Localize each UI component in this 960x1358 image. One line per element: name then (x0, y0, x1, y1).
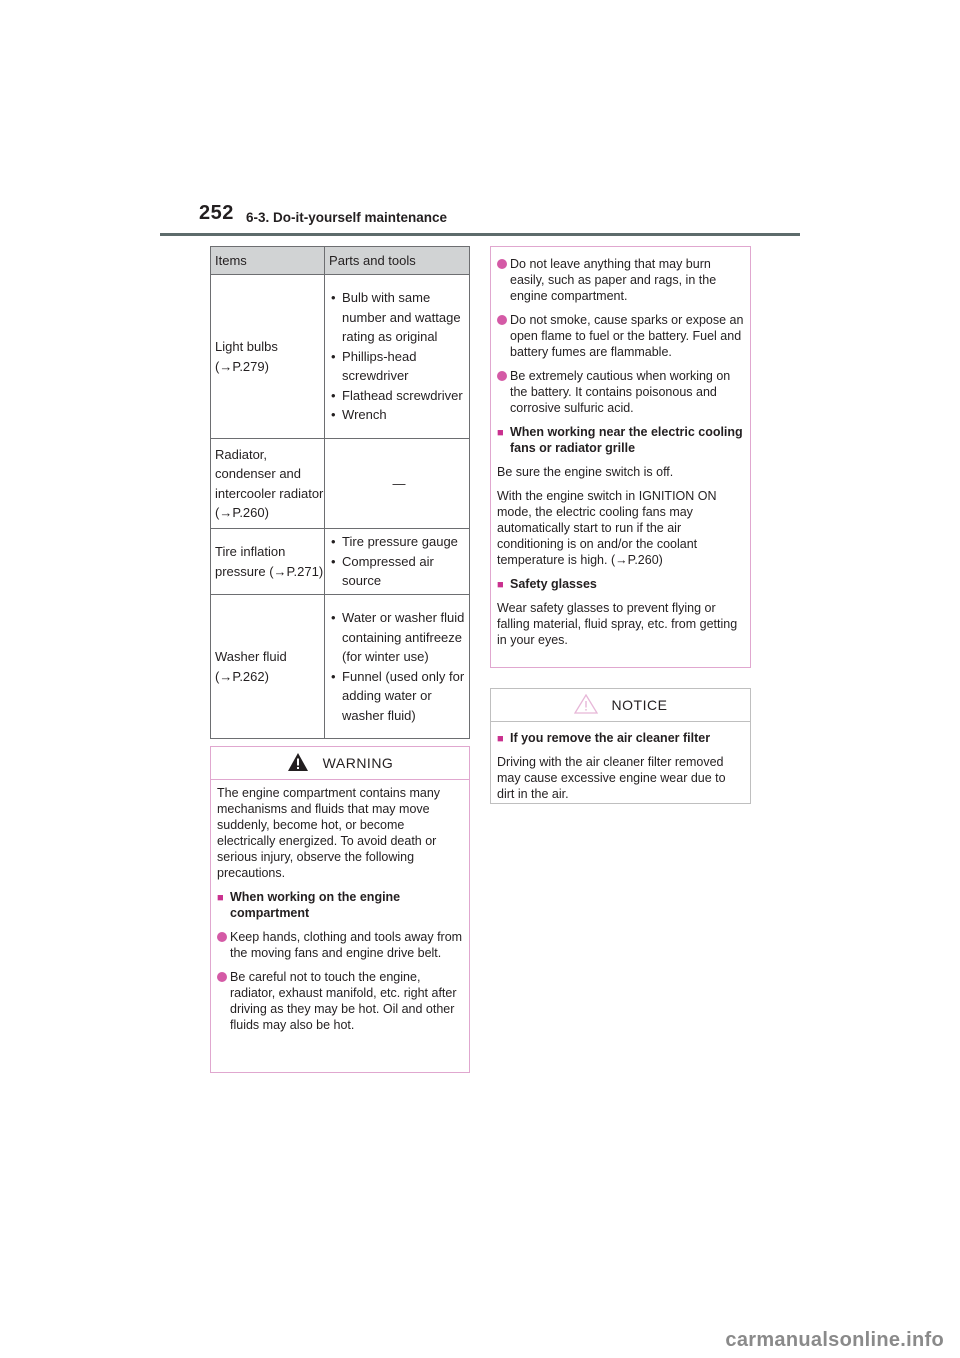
bullet-text: Be extremely cautious when working on the battery. It contains poisonous and corrosive sulfuric acid. (510, 369, 731, 415)
table-row (211, 275, 470, 439)
warning-intro: The engine compartment contains many mechanisms and fluids that may move suddenly, become hot, or become electrically energized. To avoid death or serious injury, observe the following precautions. (217, 786, 441, 880)
tools-cell (325, 595, 470, 739)
warning-bullet (217, 969, 463, 1033)
subheading-text: When working on the engine compartment (230, 890, 401, 920)
item-name: Tire inflation pressure (→P.271) (215, 544, 324, 579)
bullet-text: Be careful not to touch the engine, radiator, exhaust manifold, etc. right after driving as they may be hot. Oil and other fluids may also be hot. (230, 970, 457, 1032)
tool-item: • Tire pressure gauge (329, 532, 469, 552)
tool-item: • Wrench (329, 405, 469, 425)
square-bullet-icon: ■ (497, 427, 504, 439)
item-name: Washer fluid (215, 649, 287, 664)
column-header-parts: Parts and tools (325, 247, 470, 275)
subheading-text: When working near the electric cooling fans or radiator grille (510, 425, 743, 455)
square-bullet-icon: ■ (497, 579, 504, 591)
tool-item: • Funnel (used only for adding water or washer fluid) (329, 667, 469, 726)
table-header-row (211, 247, 470, 275)
warning-box-continued (490, 246, 751, 668)
round-bullet-icon (217, 972, 227, 982)
tool-item: • Compressed air source (329, 552, 469, 591)
caution-icon (574, 694, 598, 717)
warning-paragraph: Wear safety glasses to prevent flying or falling material, fluid spray, etc. from getting in your eyes. (497, 601, 738, 647)
warning-icon (287, 752, 309, 775)
page-reference: (→P.260) (215, 505, 269, 520)
item-name: Light bulbs (215, 339, 278, 354)
round-bullet-icon (497, 371, 507, 381)
bullet-text: Do not smoke, cause sparks or expose an open flame to fuel or the battery. Fuel and battery fumes are flammable. (510, 313, 744, 359)
notice-box (490, 688, 751, 804)
square-bullet-icon: ■ (497, 733, 504, 745)
warning-bullet (497, 256, 744, 304)
warning-header (211, 747, 469, 780)
watermark: carmanualsonline.info (725, 1329, 944, 1351)
warning-subheading (497, 424, 744, 456)
notice-header (491, 689, 750, 722)
square-bullet-icon: ■ (217, 892, 224, 904)
notice-text: Driving with the air cleaner filter removed may cause excessive engine wear due to dirt in the air. (497, 755, 726, 801)
warning-continued-body (491, 247, 750, 662)
section-title: 6-3. Do-it-yourself maintenance (246, 210, 448, 225)
round-bullet-icon (497, 259, 507, 269)
item-cell (211, 595, 325, 739)
warning-bullet (217, 929, 463, 961)
warning-subheading (217, 889, 463, 921)
tool-item: • Water or washer fluid containing antifreeze (for winter use) (329, 608, 469, 667)
tool-item: • Bulb with same number and wattage rating as original (329, 288, 469, 347)
round-bullet-icon (217, 932, 227, 942)
tools-table (210, 246, 470, 739)
warning-body (211, 780, 469, 1047)
tools-cell (325, 275, 470, 439)
item-cell (211, 529, 325, 595)
warning-box (210, 746, 470, 1073)
table-row (211, 439, 470, 529)
tools-cell (325, 439, 470, 529)
bullet-text: Do not leave anything that may burn easily, such as paper and rags, in the engine compartment. (510, 257, 717, 303)
tools-cell (325, 529, 470, 595)
round-bullet-icon (497, 315, 507, 325)
notice-subheading (497, 730, 744, 746)
tool-item: • Phillips-head screwdriver (329, 347, 469, 386)
no-tools-dash: — (392, 475, 406, 491)
warning-subheading (497, 576, 744, 592)
column-header-items: Items (211, 247, 325, 275)
header-rule (160, 233, 800, 236)
item-cell (211, 439, 325, 529)
table-row (211, 529, 470, 595)
tool-item: • Flathead screwdriver (329, 386, 469, 406)
page-reference: (→P.279) (215, 358, 269, 374)
subheading-text: Safety glasses (510, 577, 597, 591)
item-cell (211, 275, 325, 439)
warning-bullet (497, 312, 744, 360)
warning-title: WARNING (322, 755, 394, 771)
bullet-text: Keep hands, clothing and tools away from the moving fans and engine drive belt. (230, 930, 463, 960)
page-number: 252 (199, 202, 234, 224)
warning-paragraph: With the engine switch in IGNITION ON mode, the electric cooling fans may automatically start to run if the air conditioning is on and/or the coolant temperature is high. (→P.260) (497, 489, 717, 567)
item-name: Radiator, condenser and intercooler radiator (215, 446, 324, 501)
page-reference: (→P.262) (215, 668, 269, 684)
subheading-text: If you remove the air cleaner filter (510, 731, 711, 745)
warning-paragraph: Be sure the engine switch is off. (497, 465, 674, 479)
notice-body (491, 722, 750, 816)
table-row (211, 595, 470, 739)
notice-title: NOTICE (611, 697, 668, 713)
warning-bullet (497, 368, 744, 416)
